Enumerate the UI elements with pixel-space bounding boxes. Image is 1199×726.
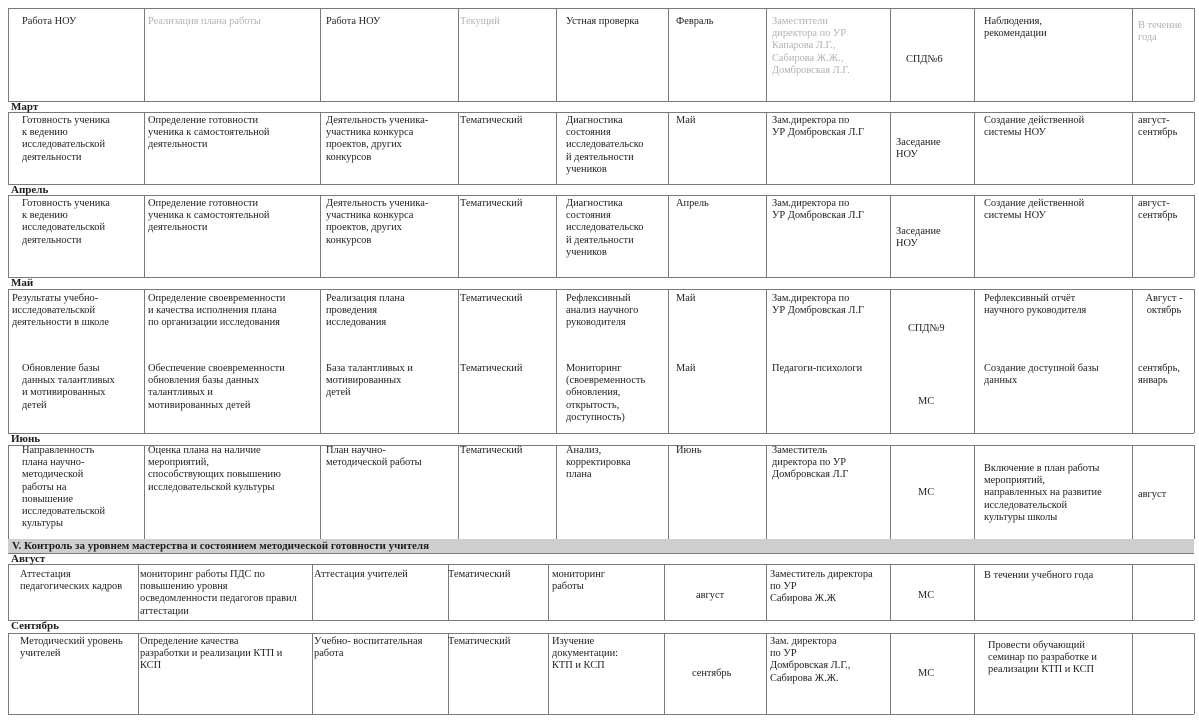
column-line xyxy=(668,195,669,277)
table-cell: мониторинг работы xyxy=(552,569,606,593)
table-cell: Работа НОУ xyxy=(326,16,381,27)
month-label: Сентябрь xyxy=(11,620,59,632)
row-line xyxy=(8,112,1194,113)
column-line xyxy=(766,445,767,539)
column-line xyxy=(556,112,557,184)
table-cell: Результаты учебно- исследовательской деятельности в школе xyxy=(12,293,109,329)
row-line xyxy=(8,714,1194,715)
table-cell: Определение качества разработки и реализации КТП и КСП xyxy=(140,636,283,672)
row-line xyxy=(8,101,1194,102)
row-line xyxy=(8,289,1194,290)
column-line xyxy=(320,8,321,101)
column-line xyxy=(890,112,891,184)
column-line xyxy=(8,195,9,277)
table-cell: Тематический xyxy=(460,363,523,374)
table-cell: Наблюдения, рекомендации xyxy=(984,16,1047,40)
table-cell: Тематический xyxy=(460,293,523,304)
column-line xyxy=(890,195,891,277)
table-cell: Заместитель директора по УР Сабирова Ж.Ж xyxy=(770,569,873,605)
column-line xyxy=(766,633,767,714)
row-line xyxy=(8,633,1194,634)
table-cell: МС xyxy=(918,396,935,407)
table-cell: Анализ, корректировка плана xyxy=(566,445,631,481)
table-cell: Тематический xyxy=(448,569,511,580)
table-cell: Направленность плана научно- методической работы на повышение исследовательской культуры xyxy=(22,445,106,530)
plan-table xyxy=(8,8,1194,716)
table-cell: Заместитель директора по УР Домбровская Л.Г xyxy=(772,445,849,481)
table-cell: Готовность ученика к ведению исследовательской деятельности xyxy=(22,115,110,163)
column-line xyxy=(1194,289,1195,433)
column-line xyxy=(1132,8,1133,101)
column-line xyxy=(458,112,459,184)
table-cell: Заседание НОУ xyxy=(896,137,941,161)
table-cell: Устная проверка xyxy=(566,16,639,27)
table-cell: МС xyxy=(918,590,935,601)
column-line xyxy=(668,289,669,433)
column-line xyxy=(1132,445,1133,539)
table-cell: Август - октябрь xyxy=(1145,293,1183,317)
column-line xyxy=(556,289,557,433)
column-line xyxy=(1194,633,1195,714)
table-cell: Тематический xyxy=(460,445,523,456)
table-cell: В течении учебного года xyxy=(984,570,1094,581)
column-line xyxy=(766,8,767,101)
column-line xyxy=(144,289,145,433)
table-cell: сентябрь, январь xyxy=(1138,363,1180,387)
table-cell: сентябрь xyxy=(692,668,732,679)
month-label: Май xyxy=(11,277,34,289)
table-cell: База талантливых и мотивированных детей xyxy=(326,363,413,399)
column-line xyxy=(144,112,145,184)
column-line xyxy=(890,445,891,539)
column-line xyxy=(668,112,669,184)
column-line xyxy=(766,564,767,620)
column-line xyxy=(556,445,557,539)
table-cell: Включение в план работы мероприятий, направленных на развитие исследовательской культуры школы xyxy=(984,463,1102,523)
table-cell: Деятельность ученика- участника конкурса проектов, других конкурсов xyxy=(326,115,429,163)
table-cell: Заседание НОУ xyxy=(896,226,941,250)
column-line xyxy=(320,289,321,433)
table-cell: Февраль xyxy=(676,16,714,27)
table-cell: Определение готовности ученика к самостоятельной деятельности xyxy=(148,115,270,151)
section-header: V. Контроль за уровнем мастерства и состоянием методической готовности учителя xyxy=(8,539,1194,553)
column-line xyxy=(320,112,321,184)
table-cell: СПД№6 xyxy=(906,54,943,65)
table-cell: Учебно- воспитательная работа xyxy=(314,636,423,660)
column-line xyxy=(664,564,665,620)
row-line xyxy=(8,564,1194,565)
column-line xyxy=(974,112,975,184)
column-line xyxy=(668,8,669,101)
table-cell: Создание доступной базы данных xyxy=(984,363,1099,387)
row-line xyxy=(8,8,1194,9)
table-cell: Работа НОУ xyxy=(22,16,77,27)
column-line xyxy=(766,112,767,184)
row-line xyxy=(8,195,1194,196)
column-line xyxy=(1194,195,1195,277)
row-line xyxy=(8,184,1194,185)
table-cell: Педагоги-психологи xyxy=(772,363,863,374)
table-cell: СПД№9 xyxy=(908,323,945,334)
column-line xyxy=(974,289,975,433)
column-line xyxy=(144,445,145,539)
table-cell: Мониторинг (своевременность обновления, открытость, доступность) xyxy=(566,363,646,423)
month-label: Август xyxy=(11,553,46,565)
table-cell: мониторинг работы ПДС по повышению уровня осведомленности педагогов правил аттестации xyxy=(140,569,297,617)
column-line xyxy=(548,564,549,620)
column-line xyxy=(890,633,891,714)
row-line xyxy=(8,553,1194,554)
table-cell: МС xyxy=(918,487,935,498)
table-cell: Изучение документации: КТП и КСП xyxy=(552,636,619,672)
table-cell: Аттестация педагогических кадров xyxy=(20,569,123,593)
month-label: Март xyxy=(11,101,39,113)
table-cell: Зам. директора по УР Домбровская Л.Г., Сабирова Ж.Ж. xyxy=(770,636,851,684)
column-line xyxy=(1132,195,1133,277)
column-line xyxy=(548,633,549,714)
column-line xyxy=(890,564,891,620)
table-cell: Диагностика состояния исследовательско й деятельности учеников xyxy=(566,198,644,258)
table-cell: Зам.директора по УР Домбровская Л.Г xyxy=(772,293,865,317)
column-line xyxy=(556,8,557,101)
column-line xyxy=(1132,564,1133,620)
table-cell: август xyxy=(696,590,725,601)
table-cell: Зам.директора по УР Домбровская Л.Г xyxy=(772,198,865,222)
table-cell: В течение года xyxy=(1138,20,1182,44)
table-cell: Апрель xyxy=(676,198,709,209)
column-line xyxy=(1132,112,1133,184)
column-line xyxy=(8,633,9,714)
column-line xyxy=(144,8,145,101)
column-line xyxy=(1132,289,1133,433)
table-cell: август- сентябрь xyxy=(1138,115,1178,139)
table-cell: Определение готовности ученика к самостоятельной деятельности xyxy=(148,198,270,234)
column-line xyxy=(1194,8,1195,101)
table-cell: Обновление базы данных талантливых и мотивированных детей xyxy=(22,363,115,411)
table-cell: Рефлексивный анализ научного руководителя xyxy=(566,293,639,329)
column-line xyxy=(458,445,459,539)
table-cell: Тематический xyxy=(448,636,511,647)
column-line xyxy=(458,195,459,277)
column-line xyxy=(320,445,321,539)
table-cell: Заместители директора по УР Капарова Л.Г., Сабирова Ж.Ж., Домбровская Л.Г. xyxy=(772,16,850,76)
row-line xyxy=(8,433,1194,434)
column-line xyxy=(8,8,9,101)
column-line xyxy=(1194,564,1195,620)
column-line xyxy=(668,445,669,539)
table-cell: Июнь xyxy=(676,445,702,456)
table-cell: Методический уровень учителей xyxy=(20,636,123,660)
column-line xyxy=(320,195,321,277)
table-cell: Май xyxy=(676,115,696,126)
row-line xyxy=(8,277,1194,278)
month-label: Июнь xyxy=(11,433,41,445)
table-cell: Создание действенной системы НОУ xyxy=(984,198,1085,222)
column-line xyxy=(8,564,9,620)
column-line xyxy=(974,195,975,277)
table-cell: Май xyxy=(676,363,696,374)
column-line xyxy=(8,445,9,539)
column-line xyxy=(664,633,665,714)
table-cell: Реализация плана работы xyxy=(148,16,261,27)
table-cell: Зам.директора по УР Домбровская Л.Г xyxy=(772,115,865,139)
table-cell: август xyxy=(1138,489,1167,500)
table-cell: Диагностика состояния исследовательско й деятельности учеников xyxy=(566,115,644,175)
column-line xyxy=(1194,445,1195,539)
row-line xyxy=(8,620,1194,621)
table-cell: Обеспечение своевременности обновления базы данных талантливых и мотивированных детей xyxy=(148,363,285,411)
table-cell: Тематический xyxy=(460,115,523,126)
table-cell: Рефлексивный отчёт научного руководителя xyxy=(984,293,1087,317)
month-label: Апрель xyxy=(11,184,49,196)
table-cell: Реализация плана проведения исследования xyxy=(326,293,405,329)
column-line xyxy=(556,195,557,277)
table-cell: МС xyxy=(918,668,935,679)
table-cell: Провести обучающий семинар по разработке и реализации КТП и КСП xyxy=(988,640,1097,676)
column-line xyxy=(144,195,145,277)
column-line xyxy=(890,8,891,101)
table-cell: Оценка плана на наличие мероприятий, способствующих повышению исследовательской культуры xyxy=(148,445,281,493)
column-line xyxy=(8,289,9,433)
column-line xyxy=(766,195,767,277)
table-cell: Деятельность ученика- участника конкурса проектов, других конкурсов xyxy=(326,198,429,246)
column-line xyxy=(8,112,9,184)
table-cell: Тематический xyxy=(460,198,523,209)
table-cell: План научно- методической работы xyxy=(326,445,422,469)
column-line xyxy=(890,289,891,433)
table-cell: Май xyxy=(676,293,696,304)
table-cell: Определение своевременности и качества исполнения плана по организации исследования xyxy=(148,293,286,329)
table-cell: Создание действенной системы НОУ xyxy=(984,115,1085,139)
column-line xyxy=(458,289,459,433)
table-cell: Готовность ученика к ведению исследовательской деятельности xyxy=(22,198,110,246)
column-line xyxy=(766,289,767,433)
table-cell: август- сентябрь xyxy=(1138,198,1178,222)
column-line xyxy=(1194,112,1195,184)
table-cell: Текущий xyxy=(460,16,500,27)
table-cell: Аттестация учителей xyxy=(314,569,408,580)
column-line xyxy=(458,8,459,101)
